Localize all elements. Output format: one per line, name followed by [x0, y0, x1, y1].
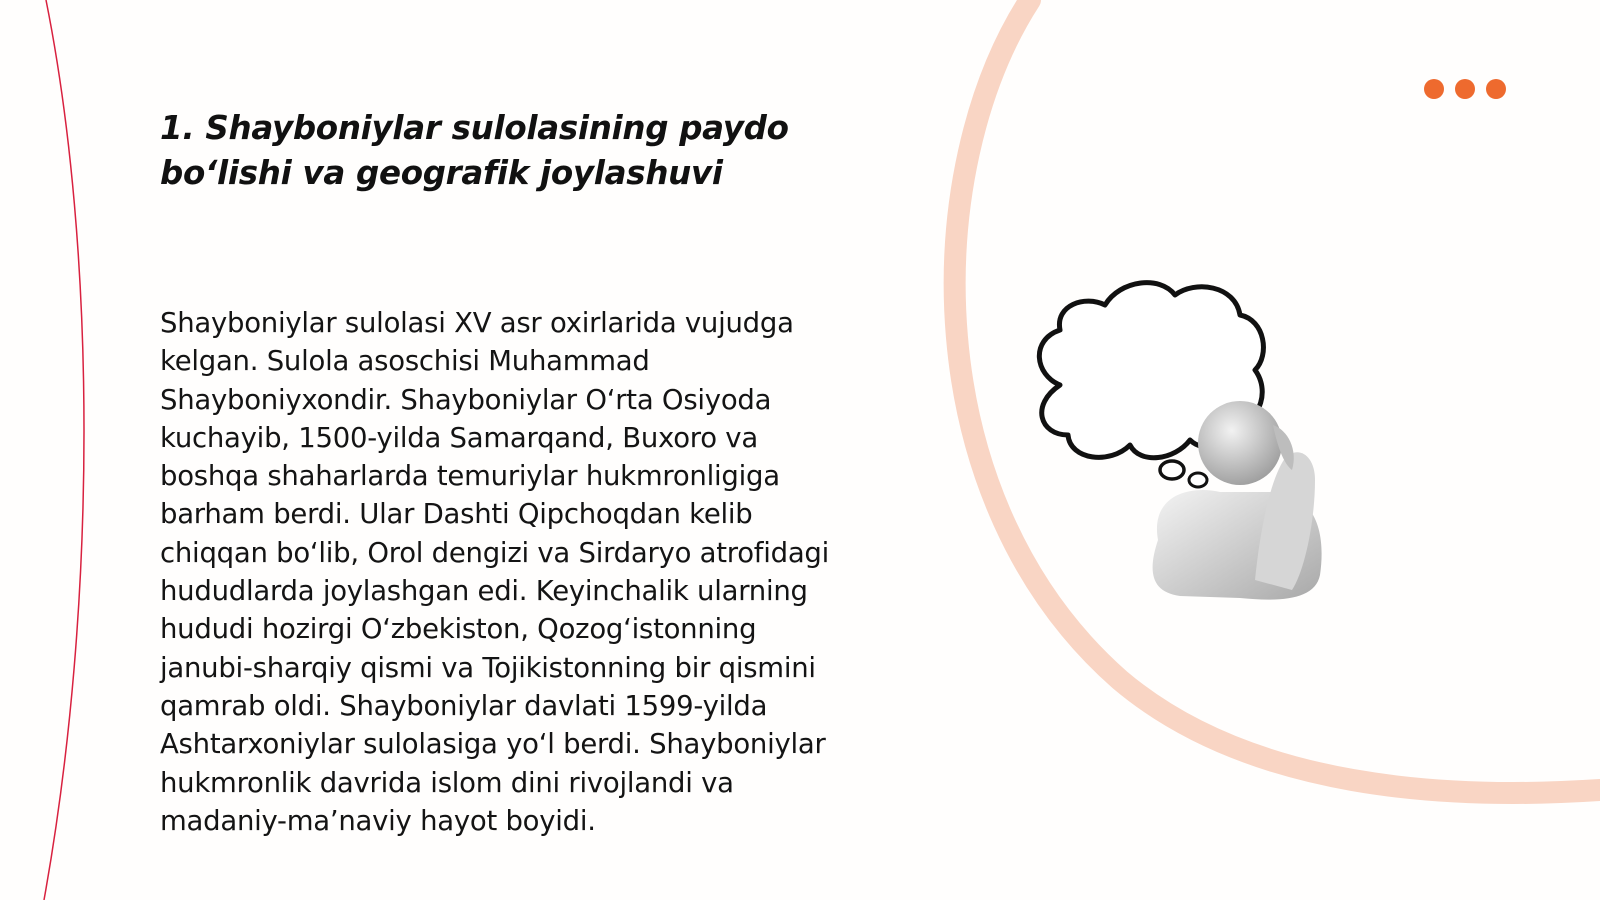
slide-body-text: Shayboniylar sulolasi XV asr oxirlarida vujudga kelgan. Sulola asoschisi Muhammad Shayboniyxondir. Shayboniylar O‘rta Osiyoda kuchayib, 1500-yilda Samarqand, Buxoro va boshqa shaharlarda temuriylar hukmronligiga barham berdi. Ular Dashti Qipchoqdan kelib chiqqan bo‘lib, Orol dengizi va Sirdaryo atrofidagi hududlarda joylashgan edi. Keyinchalik ularning hududi hozirgi O‘zbekiston, Qozog‘istonning janubi-sharqiy qismi va Tojikistonning bir qismini qamrab oldi. Shayboniylar davlati 1599-yilda Ashtarxoniylar sulolasiga yo‘l berdi. Shayboniylar hukmronlik davrida islom dini rivojlandi va madaniy-ma’naviy hayot boyidi. [160, 307, 830, 837]
dot-icon [1424, 79, 1444, 99]
dot-icon [1455, 79, 1475, 99]
slide-title: 1. Shayboniylar sulolasining paydo bo‘lishi va geografik joylashuvi [160, 109, 789, 192]
left-curve-line [44, 0, 84, 900]
more-options-icon[interactable] [1424, 79, 1506, 99]
thinking-person-illustration [1030, 280, 1350, 620]
dot-icon [1486, 79, 1506, 99]
